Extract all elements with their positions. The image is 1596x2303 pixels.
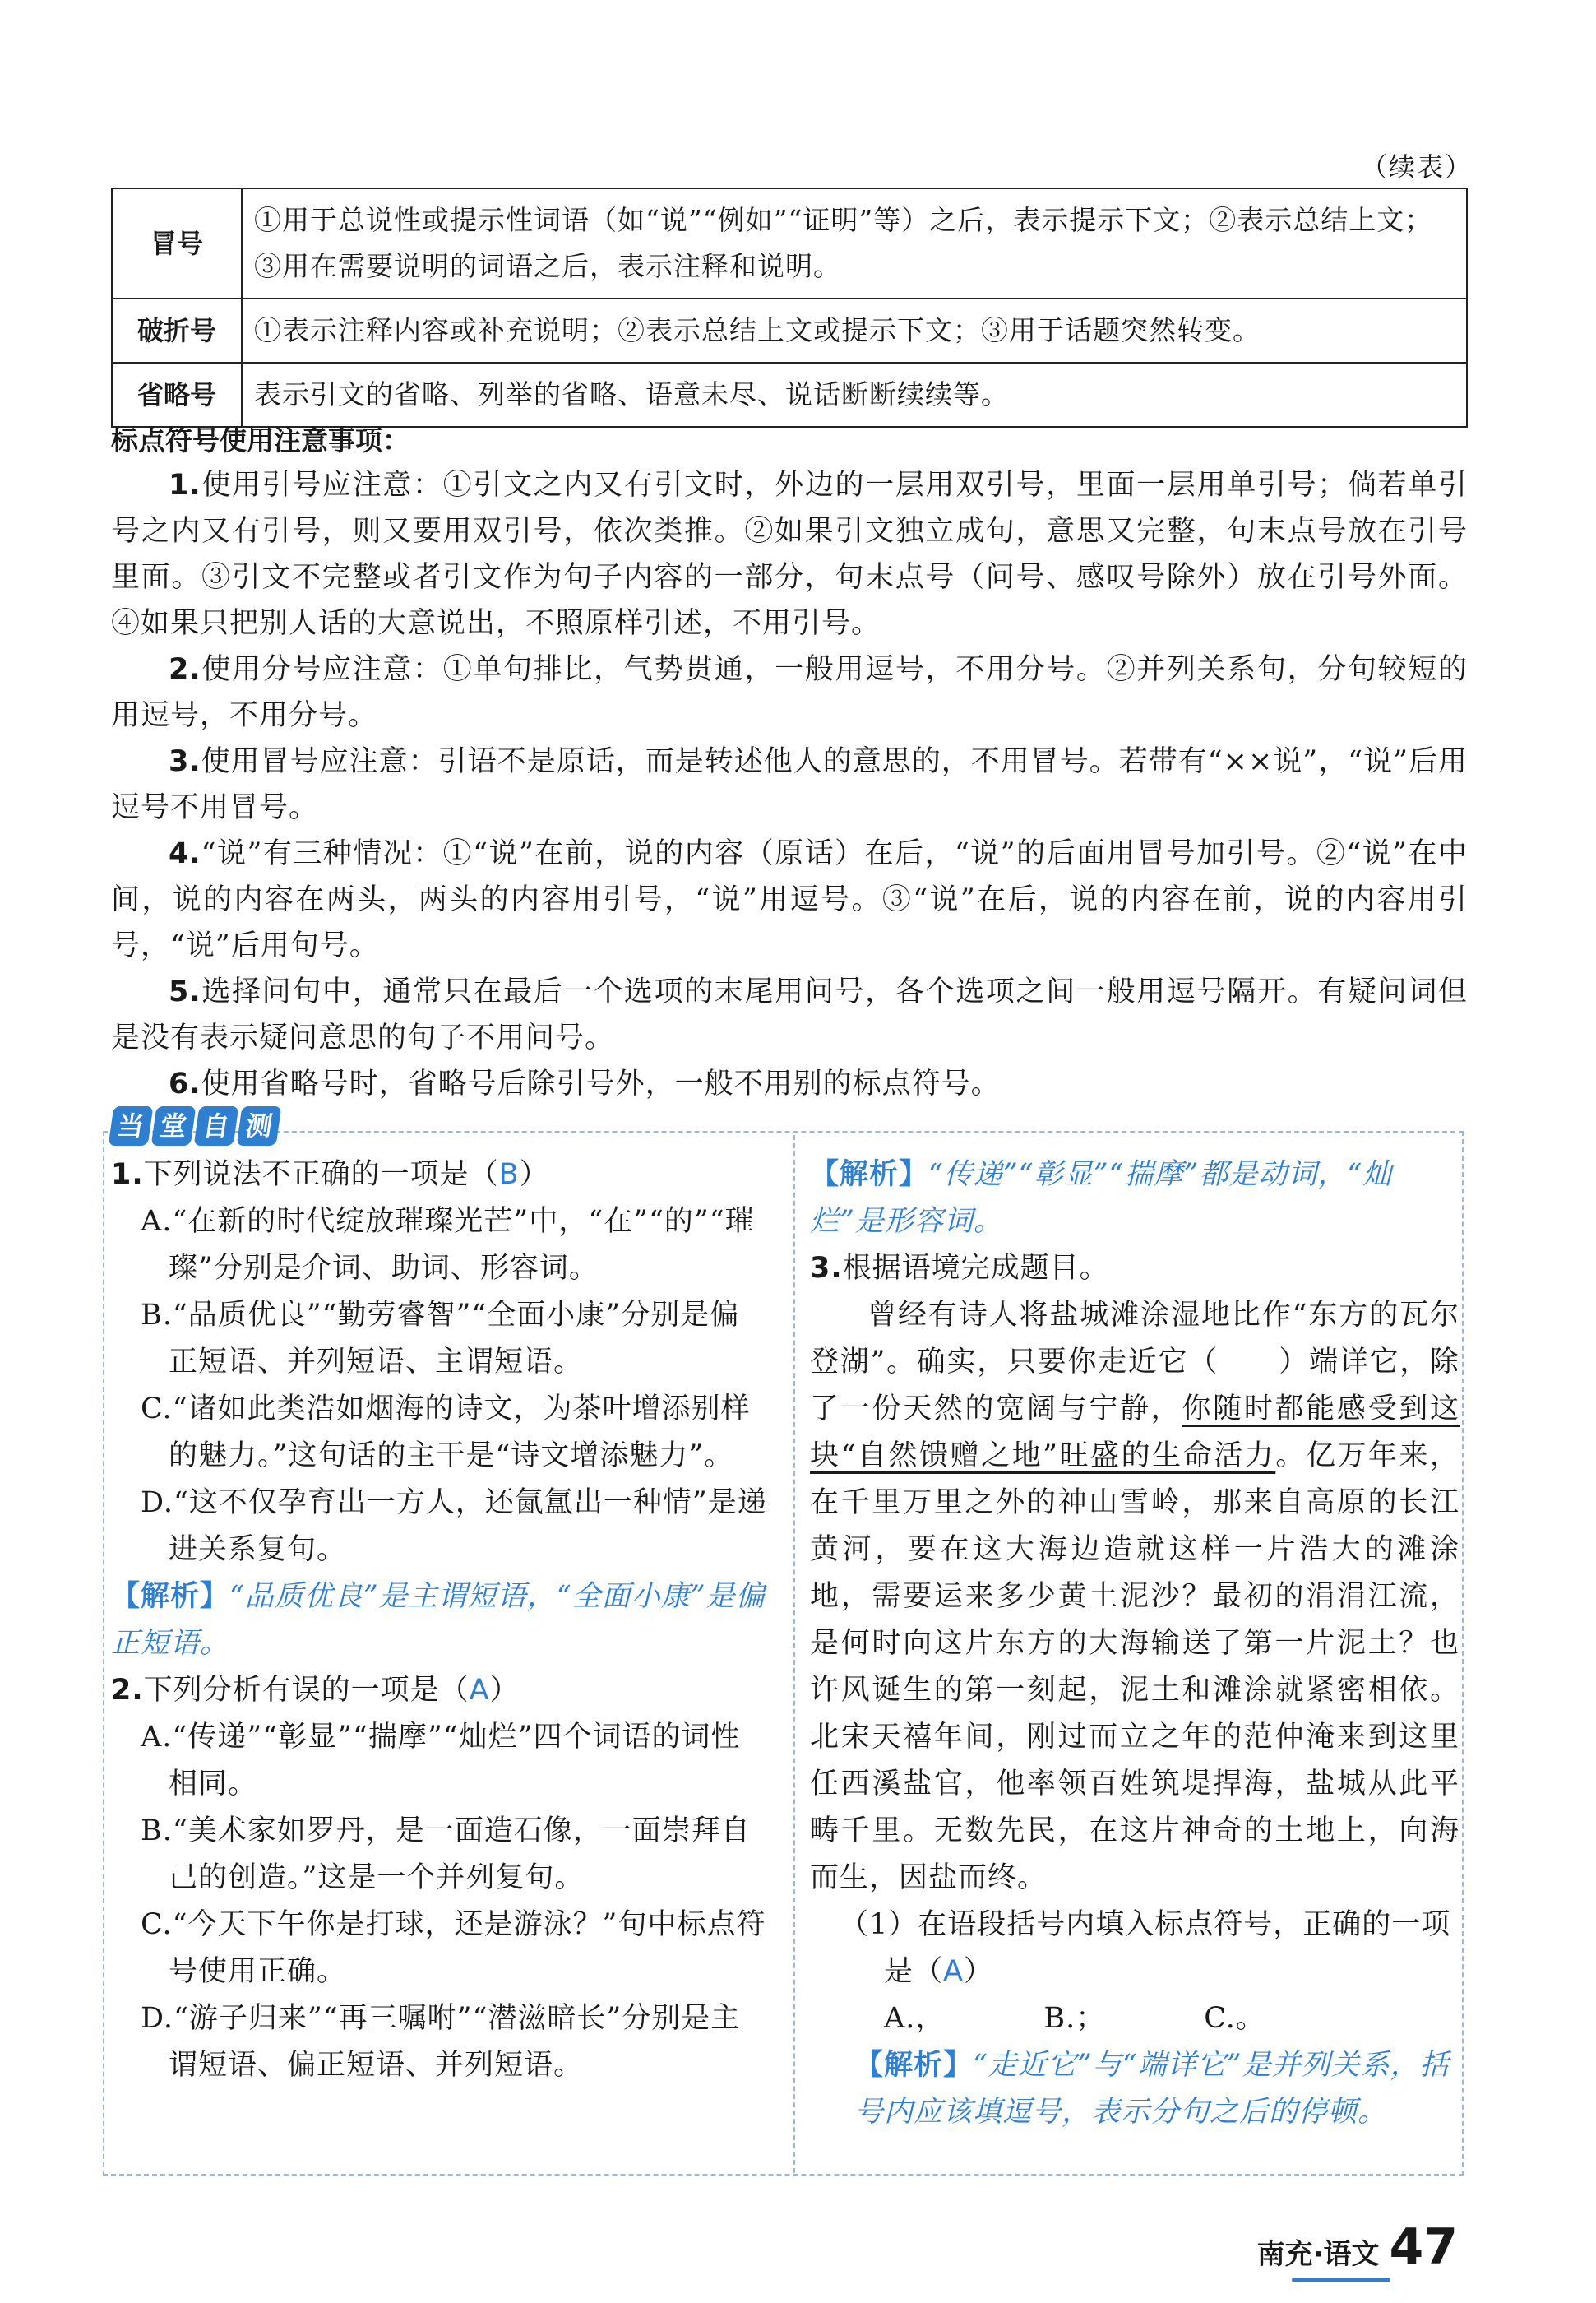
note-item	[111, 831, 1468, 969]
analysis	[111, 1573, 769, 1667]
choice-row	[884, 1995, 1460, 2042]
underlined-sentence: 你随时都能感受到这块“自然馈赠之地”旺盛的生命活力	[810, 1392, 1460, 1472]
note-text: 使用省略号时，省略号后除引号外，一般不用别的标点符号。	[201, 1068, 1001, 1101]
table-row	[112, 299, 1467, 363]
sub-question-1	[840, 1902, 1460, 1995]
answer: B	[498, 1158, 520, 1191]
option: B.“美术家如罗丹，是一面造石像，一面崇拜自己的创造。”这是一个并列复句。	[141, 1814, 751, 1894]
question-stem: 下列说法不正确的一项是（	[143, 1158, 499, 1191]
note-item	[111, 739, 1468, 831]
answer: A	[469, 1674, 490, 1707]
table-row	[112, 188, 1467, 299]
note-text: 使用分号应注意：①单句排比，气势贯通，一般用逗号，不用分号。②并列关系句，分句较短的用逗号，不用分号。	[111, 653, 1468, 732]
note-item	[111, 646, 1468, 739]
note-item	[111, 1061, 1468, 1107]
table-desc	[242, 188, 1467, 299]
footer-label: 南充·语文	[1256, 2238, 1380, 2271]
note-number: 1.	[169, 469, 201, 502]
note-number: 5.	[169, 975, 201, 1008]
table-term: 破折号	[112, 299, 242, 363]
paren-close: ）	[519, 1158, 549, 1191]
reading-passage	[810, 1292, 1460, 1902]
question-stem: 根据语境完成题目。	[842, 1252, 1109, 1285]
note-text: 使用引号应注意：①引文之内又有引文时，外边的一层用双引号，里面一层用单引号；倘若单引号之内又有引号，则又要用双引号，依次类推。②如果引文独立成句，意思又完整，句末点号放在引号里面。③引文不完整或者引文作为句子内容的一部分，句末点号（问号、感叹号除外）放在引号外面。④如果只把别人话的大意说出，不照原样引述，不用引号。	[111, 469, 1468, 640]
header-char: 当	[109, 1106, 154, 1146]
header-char: 测	[237, 1106, 282, 1146]
note-text: 使用冒号应注意：引语不是原话，而是转述他人的意思的，不用冒号。若带有“××说”，“说”后用逗号不用冒号。	[111, 745, 1468, 824]
analysis-tag: 【解析】	[111, 1580, 230, 1613]
analysis-tag: 【解析】	[810, 1158, 929, 1191]
table-term: 冒号	[112, 188, 242, 299]
page-number: 47	[1389, 2218, 1458, 2276]
note-number: 2.	[169, 653, 201, 686]
question-stem: （1）在语段括号内填入标点符号，正确的一项是（	[840, 1908, 1451, 1988]
passage-text: 。亿万年来，在千里万里之外的神山雪岭，那来自高原的长江黄河，要在这大海边造就这样一片浩大的滩涂地，需要运来多少黄土泥沙？最初的涓涓江流，是何时向这片东方的大海输送了第一片泥土？也许风诞生的第一刻起，泥土和滩涂就紧密相依。北宋天禧年间，刚过而立之年的范仲淹来到这里任西溪盐官，他率领百姓筑堤捍海，盐城从此平畴千里。无数先民，在这片神奇的土地上，向海而生，因盐而终。	[810, 1439, 1460, 1894]
desc-line: 表示引文的省略、列举的省略、语意未尽、说话断断续续等。	[254, 378, 1009, 410]
note-number: 3.	[169, 745, 201, 778]
question-3	[810, 1245, 1460, 1292]
note-text: 选择问句中，通常只在最后一个选项的末尾用问号，各个选项之间一般用逗号隔开。有疑问词但是没有表示疑问意思的句子不用问号。	[111, 975, 1468, 1054]
question-number: 2.	[111, 1674, 144, 1707]
continued-label: （续表）	[1360, 151, 1473, 183]
choice: C.。	[1204, 2002, 1265, 2035]
note-number: 6.	[169, 1068, 201, 1101]
analysis-text: “传递”“彰显”“揣摩”都是动词，“灿烂”是形容词。	[810, 1158, 1393, 1238]
option: C.“诸如此类浩如烟海的诗文，为茶叶增添别样的魅力。”这句话的主干是“诗文增添魅力”。	[141, 1392, 751, 1472]
table-desc	[242, 363, 1467, 427]
question-1	[111, 1152, 769, 1198]
question-number: 3.	[810, 1252, 843, 1285]
table-desc	[242, 299, 1467, 363]
left-column	[111, 1152, 769, 2089]
passage-text: 曾经有诗人将盐城滩涂湿地比作“东方的瓦尔登湖”。确实，只要你走近它（ ）端详它，除了一份天然的宽阔与宁静，	[810, 1299, 1460, 1425]
header-char: 堂	[151, 1106, 197, 1146]
note-item	[111, 462, 1468, 646]
footer-accent-line	[1292, 2278, 1390, 2282]
option: B.“品质优良”“勤劳睿智”“全面小康”分别是偏正短语、并列短语、主谓短语。	[141, 1299, 740, 1379]
choice: A.，	[884, 2002, 946, 2035]
desc-line: ①表示注释内容或补充说明；②表示总结上文或提示下文；③用于话题突然转变。	[254, 314, 1261, 346]
option: D.“这不仅孕育出一方人，还氤氲出一种情”是递进关系复句。	[141, 1486, 767, 1566]
option: C.“今天下午你是打球，还是游泳？”句中标点符号使用正确。	[141, 1908, 766, 1988]
choice: B.；	[1043, 2002, 1106, 2035]
paren-close: ）	[489, 1674, 520, 1707]
analysis	[810, 1152, 1460, 1245]
table-term: 省略号	[112, 363, 242, 427]
right-column	[810, 1152, 1460, 2136]
table-row	[112, 363, 1467, 427]
analysis-text: “走近它”与“端详它”是并列关系，括号内应该填逗号，表示分句之后的停顿。	[854, 2049, 1450, 2129]
notes-title: 标点符号使用注意事项：	[111, 424, 409, 456]
note-item	[111, 969, 1468, 1061]
question-stem: 下列分析有误的一项是（	[143, 1674, 470, 1707]
analysis-text: “品质优良”是主谓短语，“全面小康”是偏正短语。	[111, 1580, 766, 1660]
header-char: 自	[194, 1106, 239, 1146]
option: A.“传递”“彰显”“揣摩”“灿烂”四个词语的词性相同。	[141, 1721, 741, 1800]
option: D.“游子归来”“再三嘱咐”“潜滋暗长”分别是主谓短语、偏正短语、并列短语。	[141, 2002, 741, 2082]
option: A.“在新的时代绽放璀璨光芒”中，“在”“的”“璀璨”分别是介词、助词、形容词。	[141, 1205, 755, 1285]
note-number: 4.	[169, 837, 201, 870]
note-text: “说”有三种情况：①“说”在前，说的内容（原话）在后，“说”的后面用冒号加引号。②“说”在中间，说的内容在两头，两头的内容用引号，“说”用逗号。③“说”在后，说的内容在前，说的内容用引号，“说”后用句号。	[111, 837, 1468, 962]
question-number: 1.	[111, 1158, 144, 1191]
self-test-header	[111, 1106, 279, 1146]
question-2	[111, 1667, 769, 1714]
desc-line: ③用在需要说明的词语之后，表示注释和说明。	[254, 250, 841, 282]
analysis-tag: 【解析】	[854, 2049, 974, 2082]
answer: A	[943, 1955, 964, 1988]
punctuation-table	[111, 188, 1468, 428]
page-footer	[1256, 2218, 1458, 2276]
notes-list	[111, 462, 1468, 1107]
column-divider	[793, 1135, 795, 2173]
desc-line: ①用于总说性或提示性词语（如“说”“例如”“证明”等）之后，表示提示下文；②表示总结上文；	[254, 204, 1433, 236]
paren-close: ）	[963, 1955, 993, 1988]
analysis	[854, 2042, 1460, 2136]
